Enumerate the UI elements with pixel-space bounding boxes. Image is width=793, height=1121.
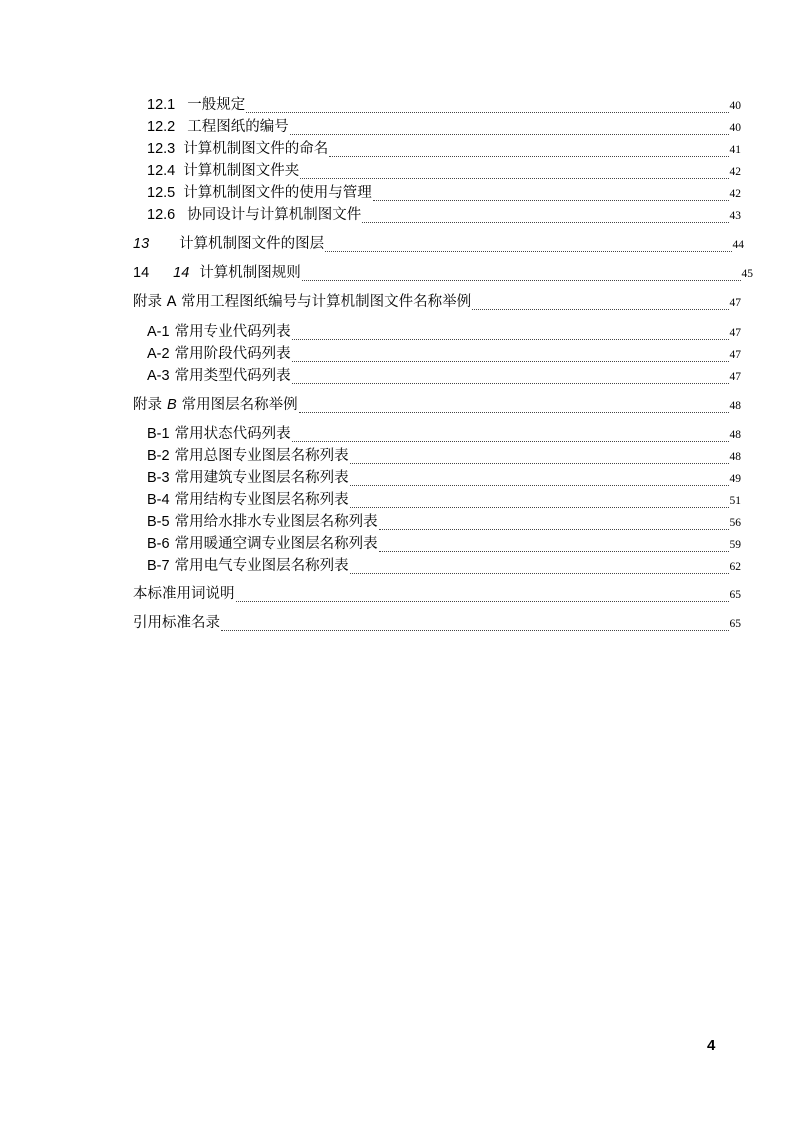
section-number: B-5 (147, 514, 170, 530)
section-title: 常用阶段代码列表 (174, 346, 291, 362)
toc-entry-b-6[interactable] (147, 535, 741, 554)
toc-entry-b-1[interactable] (147, 425, 741, 444)
section-title: 常用专业代码列表 (174, 324, 291, 340)
section-number: 14 (133, 265, 150, 281)
section-number: B-3 (147, 470, 170, 486)
section-number: B-4 (147, 492, 170, 508)
toc-entry-b-3[interactable] (147, 469, 741, 488)
toc-entry-12-4[interactable] (147, 162, 741, 181)
appendix-letter: B (167, 397, 177, 413)
page-ref: 65 (729, 618, 741, 630)
toc-entry-13[interactable] (133, 235, 744, 254)
page-ref: 59 (729, 539, 741, 551)
dot-leader (221, 619, 729, 633)
toc-entry-a-3[interactable] (147, 367, 741, 386)
page-ref: 40 (729, 100, 741, 112)
toc-entry-appendix-a[interactable] (133, 293, 741, 312)
section-title: 协同设计与计算机制图文件 (187, 207, 362, 223)
dot-leader (350, 452, 729, 466)
dot-leader (246, 101, 728, 115)
page-ref: 51 (729, 495, 741, 507)
dot-leader (472, 298, 728, 312)
section-title: 计算机制图文件的使用与管理 (183, 185, 372, 201)
section-title: 常用类型代码列表 (174, 368, 291, 384)
dot-leader (329, 145, 728, 159)
page-ref: 44 (732, 239, 744, 251)
page-ref: 48 (729, 429, 741, 441)
toc-entry-12-1[interactable] (147, 96, 741, 115)
dot-leader (292, 430, 729, 444)
section-number: B-7 (147, 558, 170, 574)
toc-entry-references[interactable] (133, 614, 741, 633)
page-ref: 45 (741, 268, 753, 280)
dot-leader (379, 518, 729, 532)
toc-entry-b-4[interactable] (147, 491, 741, 510)
dot-leader (299, 401, 729, 415)
dot-leader (290, 123, 729, 137)
section-number: B-6 (147, 536, 170, 552)
section-number: 12.1 (147, 97, 176, 113)
section-number: A-3 (147, 368, 170, 384)
toc-entry-a-1[interactable] (147, 323, 741, 342)
page-ref: 42 (729, 166, 741, 178)
page-ref: 48 (729, 451, 741, 463)
page-ref: 47 (729, 349, 741, 361)
dot-leader (350, 562, 729, 576)
dot-leader (292, 372, 729, 386)
page-ref: 40 (729, 122, 741, 134)
section-title: 计算机制图文件的图层 (179, 236, 325, 252)
dot-leader (373, 189, 729, 203)
page-ref: 65 (729, 589, 741, 601)
dot-leader (325, 240, 731, 254)
section-title: 计算机制图文件的命名 (183, 141, 329, 157)
dot-leader (236, 590, 729, 604)
toc-entry-terms[interactable] (133, 585, 741, 604)
toc-entry-appendix-b[interactable] (133, 396, 741, 415)
appendix-prefix: 附录 (133, 397, 162, 413)
toc-entry-12-3[interactable] (147, 140, 741, 159)
page-ref: 41 (729, 144, 741, 156)
toc-entry-12-2[interactable] (147, 118, 741, 137)
toc-entry-a-2[interactable] (147, 345, 741, 364)
section-title: 附录 A 常用工程图纸编号与计算机制图文件名称举例 (133, 294, 472, 310)
section-title: 常用图层名称举例 (181, 397, 298, 413)
dot-leader (302, 269, 741, 283)
dot-leader (300, 167, 728, 181)
page-ref: 43 (729, 210, 741, 222)
section-title: 计算机制图文件夹 (183, 163, 300, 179)
page-number: 4 (707, 1037, 716, 1054)
dot-leader (350, 496, 729, 510)
dot-leader (379, 540, 729, 554)
section-number: 12.4 (147, 163, 176, 179)
dot-leader (362, 211, 728, 225)
section-title: 常用状态代码列表 (174, 426, 291, 442)
section-title: 常用暖通空调专业图层名称列表 (174, 536, 378, 552)
section-number: B-1 (147, 426, 170, 442)
section-number: 12.6 (147, 207, 176, 223)
section-title: 本标准用词说明 (133, 586, 235, 602)
toc-entry-14[interactable] (133, 264, 753, 283)
section-title: 工程图纸的编号 (187, 119, 289, 135)
page-ref: 47 (729, 327, 741, 339)
section-number: 12.2 (147, 119, 176, 135)
section-title: 常用结构专业图层名称列表 (174, 492, 349, 508)
page-ref: 47 (729, 297, 741, 309)
section-number: 12.5 (147, 185, 176, 201)
page-ref: 47 (729, 371, 741, 383)
toc-entry-b-7[interactable] (147, 557, 741, 576)
section-number: A-1 (147, 324, 170, 340)
section-title: 一般规定 (187, 97, 246, 113)
section-number: B-2 (147, 448, 170, 464)
section-title: 计算机制图规则 (199, 265, 301, 281)
toc-entry-b-5[interactable] (147, 513, 741, 532)
section-title: 常用电气专业图层名称列表 (174, 558, 349, 574)
section-title: 常用给水排水专业图层名称列表 (174, 514, 378, 530)
page-ref: 42 (729, 188, 741, 200)
section-number: 13 (133, 236, 150, 252)
page-ref: 49 (729, 473, 741, 485)
page-ref: 56 (729, 517, 741, 529)
section-number: A-2 (147, 346, 170, 362)
toc-entry-12-6[interactable] (147, 206, 741, 225)
dot-leader (292, 328, 729, 342)
toc-entry-12-5[interactable] (147, 184, 741, 203)
section-number: 12.3 (147, 141, 176, 157)
section-title: 常用建筑专业图层名称列表 (174, 470, 349, 486)
toc-entry-b-2[interactable] (147, 447, 741, 466)
page-ref: 48 (729, 400, 741, 412)
section-number-duplicate: 14 (173, 265, 190, 281)
dot-leader (350, 474, 729, 488)
page-ref: 62 (729, 561, 741, 573)
section-title: 常用总图专业图层名称列表 (174, 448, 349, 464)
section-title: 引用标准名录 (133, 615, 220, 631)
dot-leader (292, 350, 729, 364)
